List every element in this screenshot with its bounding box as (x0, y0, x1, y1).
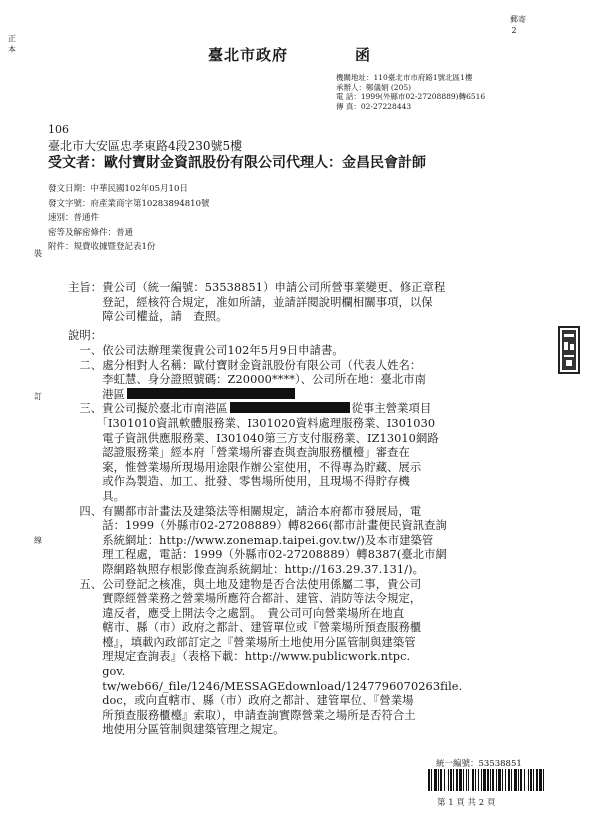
agency-contact-block (336, 73, 485, 111)
contact-fax: 傳 真：02-27228443 (336, 101, 412, 111)
margin-original-mark: 正 本 (8, 34, 16, 54)
explanation-line: 一、依公司法辦理業復貴公司102年5月9日申請書。 (68, 344, 344, 357)
subject-section (68, 281, 445, 325)
explanation-line: 或作為製造、加工、批發、零售場所使用，且現場不得貯存機 (68, 475, 410, 489)
contact-phone: 電 話：1999(外縣市02-27208889)轉6516 (336, 92, 486, 101)
page-number: 第 1 頁 共 2 頁 (437, 798, 496, 808)
explanation-line: 理工程處，電話：1999（外縣市02-27208889）轉8387(臺北市網 (68, 548, 447, 562)
mailing-label: 郵寄 2 (510, 15, 526, 35)
explanation-line: 轄市、縣（市）政府之都計、建管單位或『營業場所預查服務櫃 (68, 621, 422, 635)
explanation-line: tw/web66/_file/1246/MESSAGEdownload/1247796070263file. (68, 679, 463, 693)
redacted-address (230, 402, 350, 413)
explanation-section (68, 344, 462, 738)
recipient-name: 受文者：歐付寶財金資訊股份有限公司代理人：金昌民會計師 (48, 155, 426, 171)
explanation-line: 話：1999（外縣市02-27208889）轉8266(都市計畫便民資訊查詢 (68, 519, 447, 533)
explanation-line: 實際經營業務之營業場所應符合都計、建管、消防等法令規定， (68, 592, 422, 606)
explanation-line: 案，惟營業場所現場用途限作辦公室使用，不得專為貯藏、展示 (68, 460, 422, 474)
margin-staple-mark: 訂 (34, 392, 42, 401)
attachments: 附件：規費收據暨登記表1份 (48, 242, 156, 252)
explanation-line: 所預查服務櫃檯』索取），申請查詢實際營業之場所是否符合土 (68, 708, 416, 722)
margin-bind-mark: 裝 (34, 249, 42, 258)
explanation-line: 「I301010資訊軟體服務業、I301020資料處理服務業、I301030 (68, 416, 436, 430)
explanation-line: 理規定查詢表』（表格下載：http://www.publicwork.ntpc. (68, 650, 411, 664)
explanation-line: 三、貴公司擬於臺北市南港區 從事主營業項目 (68, 402, 432, 416)
explanation-line: 認證服務業」經本府「營業場所審查與查詢服務櫃檯」審查在 (68, 446, 410, 460)
delivery-speed: 速別：普通件 (48, 213, 100, 223)
document-meta (48, 182, 210, 255)
subject-line: 主旨：貴公司（統一編號：53538851）申請公司所營事業變更、修正章程 (68, 281, 446, 294)
explanation-line: 違反者，應受上開法令之處罰。 貴公司可向營業場所在地直 (68, 606, 405, 620)
explanation-label: 說明： (68, 329, 103, 342)
issuing-agency-title: 臺北市政府 (208, 46, 289, 64)
subject-line: 登記，經核符合規定，准如所請，並請詳閱說明欄相關事項，以保 (68, 295, 433, 309)
margin-line-mark: 線 (34, 536, 42, 545)
unified-number: 統一編號：53538851 (436, 759, 522, 769)
explanation-line: 系統網址：http://www.zonemap.taipei.gov.tw/)及本市建築管 (68, 533, 434, 547)
subject-line: 障公司權益，請 查照。 (68, 310, 228, 324)
explanation-line: 李虹慧、身分證照號碼：Z20000****）、公司所在地：臺北市南 (68, 373, 427, 387)
secrecy-level: 密等及解密條件：普通 (48, 227, 134, 238)
explanation-line: 電子資訊供應服務業、I301040第三方支付服務業、IZ13010網路 (68, 431, 439, 445)
explanation-line: 港區 (68, 388, 462, 403)
document-number: 發文字號：府產業商字第10283894810號 (48, 198, 210, 209)
explanation-line: 四、有關都市計畫法及建築法等相關規定，請洽本府都市發展局，電 (68, 504, 422, 518)
explanation-line: 二、處分相對人名稱：歐付寶財金資訊股份有限公司（代表人姓名： (68, 358, 422, 372)
document-type: 函 (355, 46, 372, 64)
recipient-address: 臺北市大安區忠孝東路4段230號5樓 (48, 139, 243, 153)
explanation-line: 五、公司登記之核准，與土地及建物是否合法使用係屬二事，貴公司 (68, 577, 422, 591)
explanation-line: 地使用分區管制與建築管理之規定。 (68, 723, 285, 737)
explanation-line: 際網路執照存根影像查詢系統網址：http://163.29.37.131/)。 (68, 562, 425, 576)
redacted-address (127, 388, 295, 399)
explanation-line: doc，或向直轄市、縣（市）政府之都計、建管單位、『營業場 (68, 694, 414, 708)
issue-date: 發文日期：中華民國102年05月10日 (48, 184, 188, 194)
explanation-line: gov. (68, 665, 126, 679)
seal-stamp (558, 326, 580, 374)
barcode (428, 769, 546, 791)
agency-address: 機關地址：110臺北市市府路1號北區1樓 (336, 73, 473, 82)
postal-code: 106 (48, 123, 69, 136)
contact-person: 承辦人：鄭儀娟 (205) (336, 82, 412, 92)
explanation-line: 具。 (68, 489, 125, 503)
explanation-line: 檯』，填載內政部訂定之『營業場所土地使用分區管制與建築管 (68, 635, 416, 649)
